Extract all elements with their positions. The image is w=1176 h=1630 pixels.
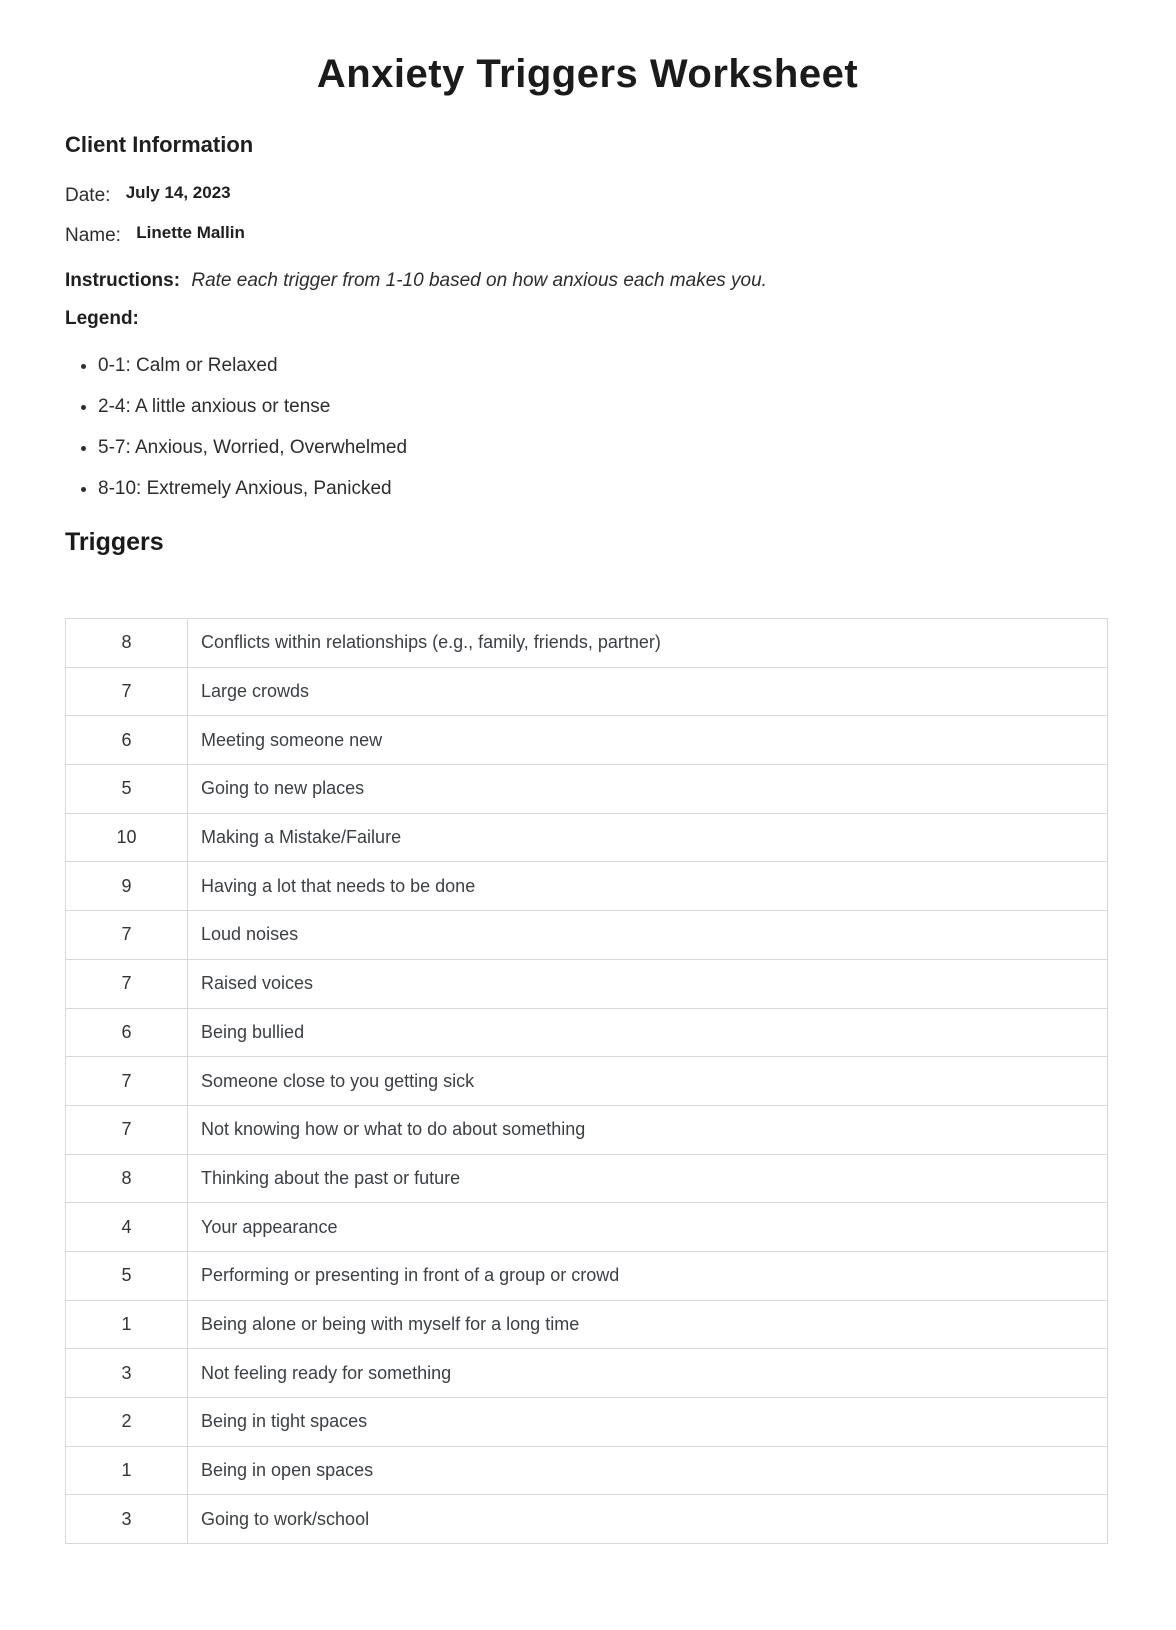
trigger-description: Large crowds [188,667,1108,716]
trigger-rating-field[interactable]: 7 [66,959,188,1008]
table-row [66,765,1108,814]
table-row [66,1203,1108,1252]
trigger-rating-field[interactable]: 2 [66,1398,188,1447]
trigger-description: Being in open spaces [188,1446,1108,1495]
table-row [66,667,1108,716]
trigger-rating-field[interactable]: 7 [66,1105,188,1154]
trigger-rating-field[interactable]: 5 [66,765,188,814]
trigger-description: Loud noises [188,911,1108,960]
trigger-rating-field[interactable]: 3 [66,1349,188,1398]
trigger-rating-field[interactable]: 8 [66,1154,188,1203]
trigger-rating-field[interactable]: 4 [66,1203,188,1252]
trigger-description: Thinking about the past or future [188,1154,1108,1203]
name-label: Name: [65,225,121,246]
instructions-text: Rate each trigger from 1-10 based on how anxious each makes you. [191,270,767,291]
name-field[interactable]: Linette Mallin [136,223,245,242]
table-row [66,1008,1108,1057]
table-row [66,1495,1108,1544]
trigger-description: Having a lot that needs to be done [188,862,1108,911]
table-row [66,1251,1108,1300]
trigger-description: Raised voices [188,959,1108,1008]
trigger-rating-field[interactable]: 8 [66,619,188,668]
table-row [66,911,1108,960]
legend-item: • 2-4: A little anxious or tense [98,396,1110,418]
trigger-description: Being bullied [188,1008,1108,1057]
triggers-table-body [66,619,1108,1544]
trigger-rating-field[interactable]: 10 [66,813,188,862]
legend-list [65,355,1110,500]
trigger-rating-field[interactable]: 6 [66,716,188,765]
name-row [65,223,1110,249]
date-row [65,183,1110,209]
trigger-rating-field[interactable]: 1 [66,1446,188,1495]
trigger-rating-field[interactable]: 9 [66,862,188,911]
trigger-description: Not feeling ready for something [188,1349,1108,1398]
table-row [66,959,1108,1008]
trigger-description: Making a Mistake/Failure [188,813,1108,862]
client-information-heading: Client Information [65,132,254,157]
table-row [66,1057,1108,1106]
date-field[interactable]: July 14, 2023 [125,183,231,202]
legend-label: Legend: [65,308,139,329]
table-row [66,619,1108,668]
legend-item: • 8-10: Extremely Anxious, Panicked [98,478,1110,500]
table-row [66,1446,1108,1495]
instructions-line [65,269,1110,293]
triggers-table [65,618,1108,1544]
table-row [66,1398,1108,1447]
table-row [66,1105,1108,1154]
page-title: Anxiety Triggers Worksheet [316,52,859,96]
triggers-heading: Triggers [65,528,164,556]
trigger-rating-field[interactable]: 5 [66,1251,188,1300]
legend-item: • 0-1: Calm or Relaxed [98,355,1110,377]
trigger-description: Your appearance [188,1203,1108,1252]
trigger-description: Not knowing how or what to do about something [188,1105,1108,1154]
table-row [66,862,1108,911]
table-row [66,1154,1108,1203]
trigger-rating-field[interactable]: 7 [66,667,188,716]
trigger-rating-field[interactable]: 1 [66,1300,188,1349]
trigger-rating-field[interactable]: 3 [66,1495,188,1544]
trigger-description: Going to new places [188,765,1108,814]
date-label: Date: [65,185,111,206]
trigger-description: Going to work/school [188,1495,1108,1544]
trigger-rating-field[interactable]: 7 [66,1057,188,1106]
instructions-label: Instructions: [65,270,181,291]
trigger-rating-field[interactable]: 6 [66,1008,188,1057]
trigger-description: Conflicts within relationships (e.g., family, friends, partner) [188,619,1108,668]
trigger-description: Someone close to you getting sick [188,1057,1108,1106]
trigger-description: Being alone or being with myself for a long time [188,1300,1108,1349]
table-row [66,813,1108,862]
table-row [66,1300,1108,1349]
legend-item: • 5-7: Anxious, Worried, Overwhelmed [98,437,1110,459]
table-row [66,716,1108,765]
table-row [66,1349,1108,1398]
trigger-rating-field[interactable]: 7 [66,911,188,960]
trigger-description: Meeting someone new [188,716,1108,765]
trigger-description: Performing or presenting in front of a group or crowd [188,1251,1108,1300]
trigger-description: Being in tight spaces [188,1398,1108,1447]
